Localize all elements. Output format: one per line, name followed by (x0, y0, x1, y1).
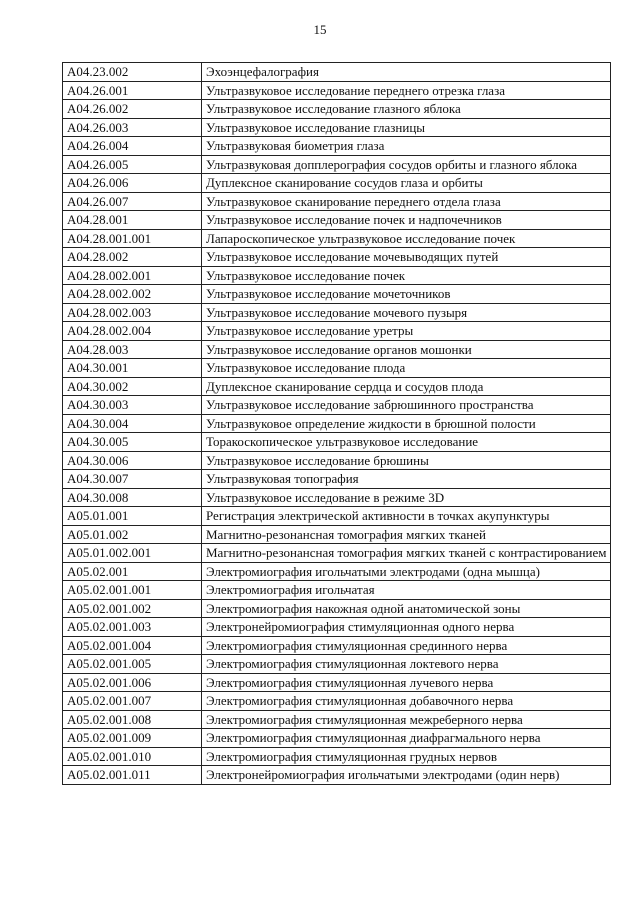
service-name-cell: Ультразвуковая биометрия глаза (202, 137, 611, 156)
table-row (63, 507, 611, 526)
code-cell: A05.02.001.003 (63, 618, 202, 637)
table-row (63, 229, 611, 248)
table-row (63, 562, 611, 581)
code-cell: A04.30.002 (63, 377, 202, 396)
service-name-cell: Ультразвуковое исследование мочевого пузыря (202, 303, 611, 322)
code-cell: A04.28.002.003 (63, 303, 202, 322)
table-row (63, 266, 611, 285)
service-name-cell: Торакоскопическое ультразвуковое исследование (202, 433, 611, 452)
table-row (63, 599, 611, 618)
service-name-cell: Эхоэнцефалография (202, 63, 611, 82)
table-row (63, 581, 611, 600)
service-name-cell: Дуплексное сканирование сосудов глаза и орбиты (202, 174, 611, 193)
service-name-cell: Лапароскопическое ультразвуковое исследование почек (202, 229, 611, 248)
table-row (63, 488, 611, 507)
table-row (63, 63, 611, 82)
code-cell: A05.01.002 (63, 525, 202, 544)
table-row (63, 710, 611, 729)
service-name-cell: Ультразвуковое исследование органов мошонки (202, 340, 611, 359)
table-row (63, 192, 611, 211)
service-name-cell: Ультразвуковое исследование почек (202, 266, 611, 285)
service-name-cell: Ультразвуковое исследование плода (202, 359, 611, 378)
table-row (63, 396, 611, 415)
code-cell: A05.02.001.007 (63, 692, 202, 711)
page-number: 15 (313, 22, 327, 37)
code-cell: A05.01.002.001 (63, 544, 202, 563)
code-cell: A04.30.008 (63, 488, 202, 507)
table-row (63, 414, 611, 433)
table-row (63, 766, 611, 785)
service-name-cell: Электромиография стимуляционная срединного нерва (202, 636, 611, 655)
code-cell: A05.01.001 (63, 507, 202, 526)
service-name-cell: Электронейромиография стимуляционная одного нерва (202, 618, 611, 637)
code-cell: A04.28.003 (63, 340, 202, 359)
code-cell: A04.26.001 (63, 81, 202, 100)
table-row (63, 303, 611, 322)
code-cell: A05.02.001.005 (63, 655, 202, 674)
table-row (63, 729, 611, 748)
service-name-cell: Электромиография стимуляционная локтевого нерва (202, 655, 611, 674)
service-name-cell: Магнитно-резонансная томография мягких тканей с контрастированием (202, 544, 611, 563)
table-row (63, 174, 611, 193)
service-name-cell: Ультразвуковое исследование в режиме 3D (202, 488, 611, 507)
service-name-cell: Ультразвуковое исследование глазницы (202, 118, 611, 137)
table-row (63, 211, 611, 230)
service-name-cell: Электромиография стимуляционная диафрагмального нерва (202, 729, 611, 748)
table-row (63, 673, 611, 692)
code-cell: A04.26.005 (63, 155, 202, 174)
table-row (63, 433, 611, 452)
service-name-cell: Ультразвуковая топография (202, 470, 611, 489)
code-cell: A05.02.001.009 (63, 729, 202, 748)
table-row (63, 118, 611, 137)
table-row (63, 248, 611, 267)
service-name-cell: Электромиография игольчатая (202, 581, 611, 600)
code-cell: A04.30.003 (63, 396, 202, 415)
code-cell: A04.26.002 (63, 100, 202, 119)
code-cell: A05.02.001 (63, 562, 202, 581)
table-row (63, 81, 611, 100)
service-name-cell: Ультразвуковое исследование мочевыводящих путей (202, 248, 611, 267)
code-cell: A05.02.001.010 (63, 747, 202, 766)
table-row (63, 525, 611, 544)
table-row (63, 544, 611, 563)
code-cell: A04.28.001 (63, 211, 202, 230)
service-codes-table (62, 62, 611, 785)
service-name-cell: Ультразвуковое сканирование переднего отдела глаза (202, 192, 611, 211)
code-cell: A04.26.007 (63, 192, 202, 211)
table-row (63, 377, 611, 396)
service-name-cell: Ультразвуковое исследование почек и надпочечников (202, 211, 611, 230)
table-row (63, 340, 611, 359)
code-cell: A04.28.001.001 (63, 229, 202, 248)
service-name-cell: Дуплексное сканирование сердца и сосудов плода (202, 377, 611, 396)
code-cell: A05.02.001.004 (63, 636, 202, 655)
service-name-cell: Регистрация электрической активности в точках акупунктуры (202, 507, 611, 526)
table-row (63, 322, 611, 341)
code-cell: A04.30.006 (63, 451, 202, 470)
table-body (63, 63, 611, 785)
code-cell: A05.02.001.006 (63, 673, 202, 692)
service-name-cell: Электромиография стимуляционная грудных нервов (202, 747, 611, 766)
service-name-cell: Электромиография накожная одной анатомической зоны (202, 599, 611, 618)
code-cell: A04.30.005 (63, 433, 202, 452)
table-row (63, 655, 611, 674)
service-name-cell: Ультразвуковая допплерография сосудов орбиты и глазного яблока (202, 155, 611, 174)
service-name-cell: Электронейромиография игольчатыми электродами (один нерв) (202, 766, 611, 785)
code-cell: A04.26.003 (63, 118, 202, 137)
code-cell: A04.28.002 (63, 248, 202, 267)
code-cell: A04.28.002.001 (63, 266, 202, 285)
code-cell: A04.23.002 (63, 63, 202, 82)
code-cell: A04.26.004 (63, 137, 202, 156)
service-name-cell: Ультразвуковое исследование мочеточников (202, 285, 611, 304)
service-name-cell: Ультразвуковое исследование брюшины (202, 451, 611, 470)
code-cell: A04.26.006 (63, 174, 202, 193)
code-cell: A04.30.001 (63, 359, 202, 378)
table-row (63, 470, 611, 489)
code-cell: A04.28.002.004 (63, 322, 202, 341)
service-name-cell: Электромиография стимуляционная межреберного нерва (202, 710, 611, 729)
service-name-cell: Ультразвуковое исследование забрюшинного пространства (202, 396, 611, 415)
service-name-cell: Ультразвуковое определение жидкости в брюшной полости (202, 414, 611, 433)
service-name-cell: Магнитно-резонансная томография мягких тканей (202, 525, 611, 544)
table-row (63, 155, 611, 174)
code-cell: A04.30.007 (63, 470, 202, 489)
table-row (63, 285, 611, 304)
table-row (63, 100, 611, 119)
service-name-cell: Ультразвуковое исследование уретры (202, 322, 611, 341)
table-row (63, 137, 611, 156)
code-cell: A04.28.002.002 (63, 285, 202, 304)
service-name-cell: Электромиография игольчатыми электродами (одна мышца) (202, 562, 611, 581)
code-cell: A05.02.001.008 (63, 710, 202, 729)
table-row (63, 747, 611, 766)
table-row (63, 451, 611, 470)
table-row (63, 618, 611, 637)
code-cell: A05.02.001.002 (63, 599, 202, 618)
service-name-cell: Ультразвуковое исследование переднего отрезка глаза (202, 81, 611, 100)
table-row (63, 636, 611, 655)
table-row (63, 692, 611, 711)
service-name-cell: Электромиография стимуляционная добавочного нерва (202, 692, 611, 711)
service-name-cell: Ультразвуковое исследование глазного яблока (202, 100, 611, 119)
code-cell: A04.30.004 (63, 414, 202, 433)
table-row (63, 359, 611, 378)
code-cell: A05.02.001.001 (63, 581, 202, 600)
code-cell: A05.02.001.011 (63, 766, 202, 785)
service-name-cell: Электромиография стимуляционная лучевого нерва (202, 673, 611, 692)
